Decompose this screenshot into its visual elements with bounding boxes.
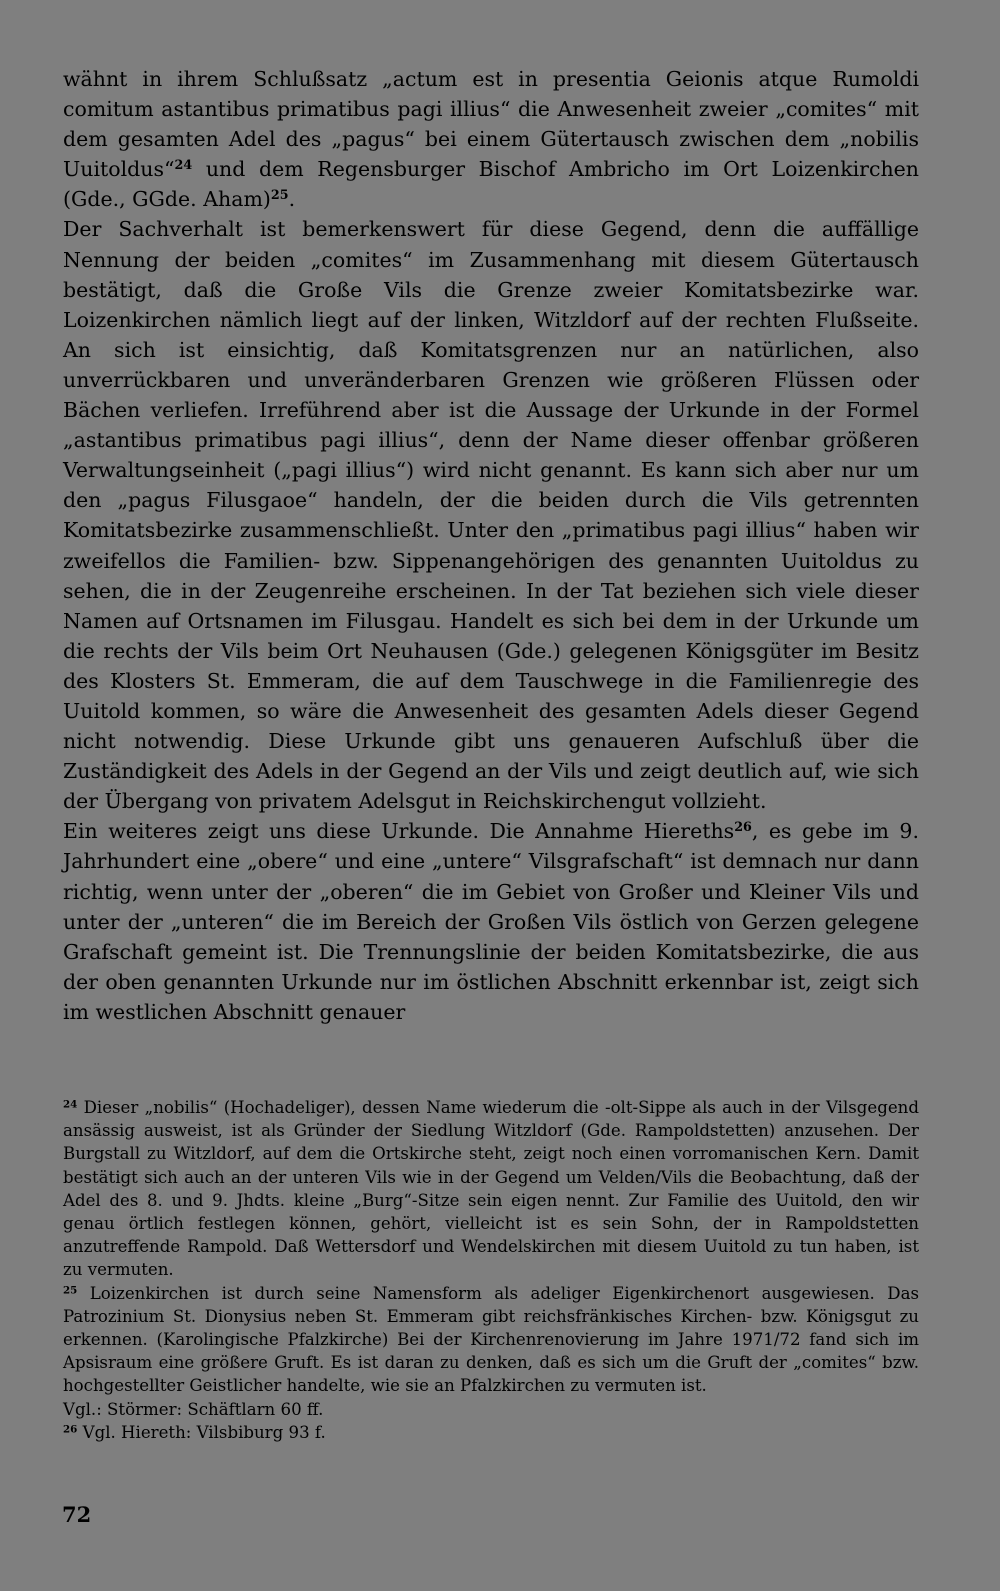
paragraph-3 — [63, 816, 919, 1027]
footnote-24-number: 24 — [63, 1098, 78, 1111]
page-number: 72 — [62, 1502, 92, 1527]
paragraph-1 — [63, 64, 919, 214]
paragraph-1-text: wähnt in ihrem Schlußsatz „actum est in presentia Geionis atque Rumoldi comitum astantibus primatibus pagi illius“ die Anwesenheit zweier „comites“ mit dem gesamten Adel des „pagus“ bei einem Gütertausch zwischen dem „nobilis Uuitoldus“ — [63, 67, 919, 182]
paragraph-1-text-cont: und dem Regensburger Bischof Ambricho im Ort Loizenkirchen (Gde., GGde. Aham) — [63, 157, 919, 212]
footnote-25-vgl: Vgl.: Störmer: Schäftlarn 60 ff. — [63, 1399, 324, 1419]
footnote-ref-24: 24 — [174, 157, 193, 173]
footnotes — [63, 1096, 919, 1444]
paragraph-2: Der Sachverhalt ist bemerkenswert für diese Gegend, denn die auffällige Nennung der beiden „comites“ im Zusammenhang mit diesem Gütertausch bestätigt, daß die Große Vils die Grenze zweier Komitatsbezirke war. Loizenkirchen nämlich liegt auf der linken, Witzldorf auf der rechten Flußseite. An sich ist einsichtig, daß Komitatsgrenzen nur an natürlichen, also unverrückbaren und unveränderbaren Grenzen wie größeren Flüssen oder Bächen verliefen. Irreführend aber ist die Aussage der Urkunde in der Formel „astantibus primatibus pagi illius“, denn der Name dieser offenbar größeren Verwaltungseinheit („pagi illius“) wird nicht genannt. Es kann sich aber nur um den „pagus Filusgaoe“ handeln, der die beiden durch die Vils getrennten Komitatsbezirke zusammenschließt. Unter den „primatibus pagi illius“ haben wir zweifellos die Familien- bzw. Sippenangehörigen des genannten Uuitoldus zu sehen, die in der Zeugenreihe erscheinen. In der Tat beziehen sich viele dieser Namen auf Ortsnamen im Filusgau. Handelt es sich bei dem in der Urkunde um die rechts der Vils beim Ort Neuhausen (Gde.) gelegenen Königsgüter im Besitz des Klosters St. Emmeram, die auf dem Tauschwege in die Familienregie des Uuitold kommen, so wäre die Anwesenheit des gesamten Adels dieser Gegend nicht notwendig. Diese Urkunde gibt uns genaueren Aufschluß über die Zuständigkeit des Adels in der Gegend an der Vils und zeigt deutlich auf, wie sich der Übergang von privatem Adelsgut in Reichskirchengut vollzieht. — [63, 217, 919, 814]
footnote-25-number: 25 — [63, 1283, 78, 1296]
footnote-25-text: Loizenkirchen ist durch seine Namensform als adeliger Eigenkirchenort ausgewiesen. Das Patrozinium St. Dionysius neben St. Emmeram gibt reichsfränkisches Kirchen- bzw. Königsgut zu erkennen. (Karolingische Pfalzkirche) Bei der Kirchenrenovierung im Jahre 1971/72 fand sich im Apsisraum eine größere Gruft. Es ist daran zu denken, daß es sich um die Gruft der „comites“ bzw. hochgestellter Geistlicher handelte, wie sie an Pfalzkirchen zu vermuten ist. — [63, 1283, 919, 1396]
footnote-26-text: Vgl. Hiereth: Vilsbiburg 93 f. — [77, 1422, 326, 1442]
footnote-ref-26: 26 — [734, 819, 752, 835]
footnote-24 — [63, 1096, 919, 1282]
footnote-ref-25: 25 — [270, 187, 289, 203]
footnote-25 — [63, 1282, 919, 1398]
footnote-24-text: Dieser „nobilis“ (Hochadeliger), dessen Name wiederum die -olt-Sippe als auch in der Vilsgegend ansässig ausweist, ist als Gründer der Siedlung Witzldorf (Gde. Rampoldstetten) anzusehen. Der Burgstall zu Witzldorf, auf dem die Ortskirche steht, zeigt noch einen vorromanischen Kern. Damit bestätigt sich auch an der unteren Vils wie in der Gegend um Velden/Vils die Beobachtung, daß der Adel des 8. und 9. Jhdts. kleine „Burg“-Sitze sein eigen nennt. Zur Familie des Uuitold, den wir genau örtlich festlegen können, gehört, vielleicht ist es sein Sohn, der in Rampoldstetten anzutreffende Rampold. Daß Wettersdorf und Wendelskirchen mit diesem Uuitold zu tun haben, ist zu vermuten. — [63, 1098, 919, 1280]
footnote-26 — [63, 1421, 919, 1444]
paragraph-1-end: . — [288, 187, 296, 212]
main-text — [63, 64, 919, 1027]
footnote-26-number: 26 — [63, 1423, 78, 1436]
paragraph-3-text-cont: , es gebe im 9. Jahrhundert eine „obere“ und eine „untere“ Vilsgrafschaft“ ist demnach nur dann richtig, wenn unter der „oberen“ die im Gebiet von Großer und Kleiner Vils und unter der „unteren“ die im Bereich der Großen Vils östlich von Gerzen gelegene Grafschaft gemeint ist. Die Trennungslinie der beiden Komitatsbezirke, die aus der oben genannten Urkunde nur im östlichen Abschnitt erkennbar ist, zeigt sich im westlichen Abschnitt genauer — [63, 819, 919, 1024]
paragraph-3-text: Ein weiteres zeigt uns diese Urkunde. Die Annahme Hiereths — [63, 819, 735, 844]
